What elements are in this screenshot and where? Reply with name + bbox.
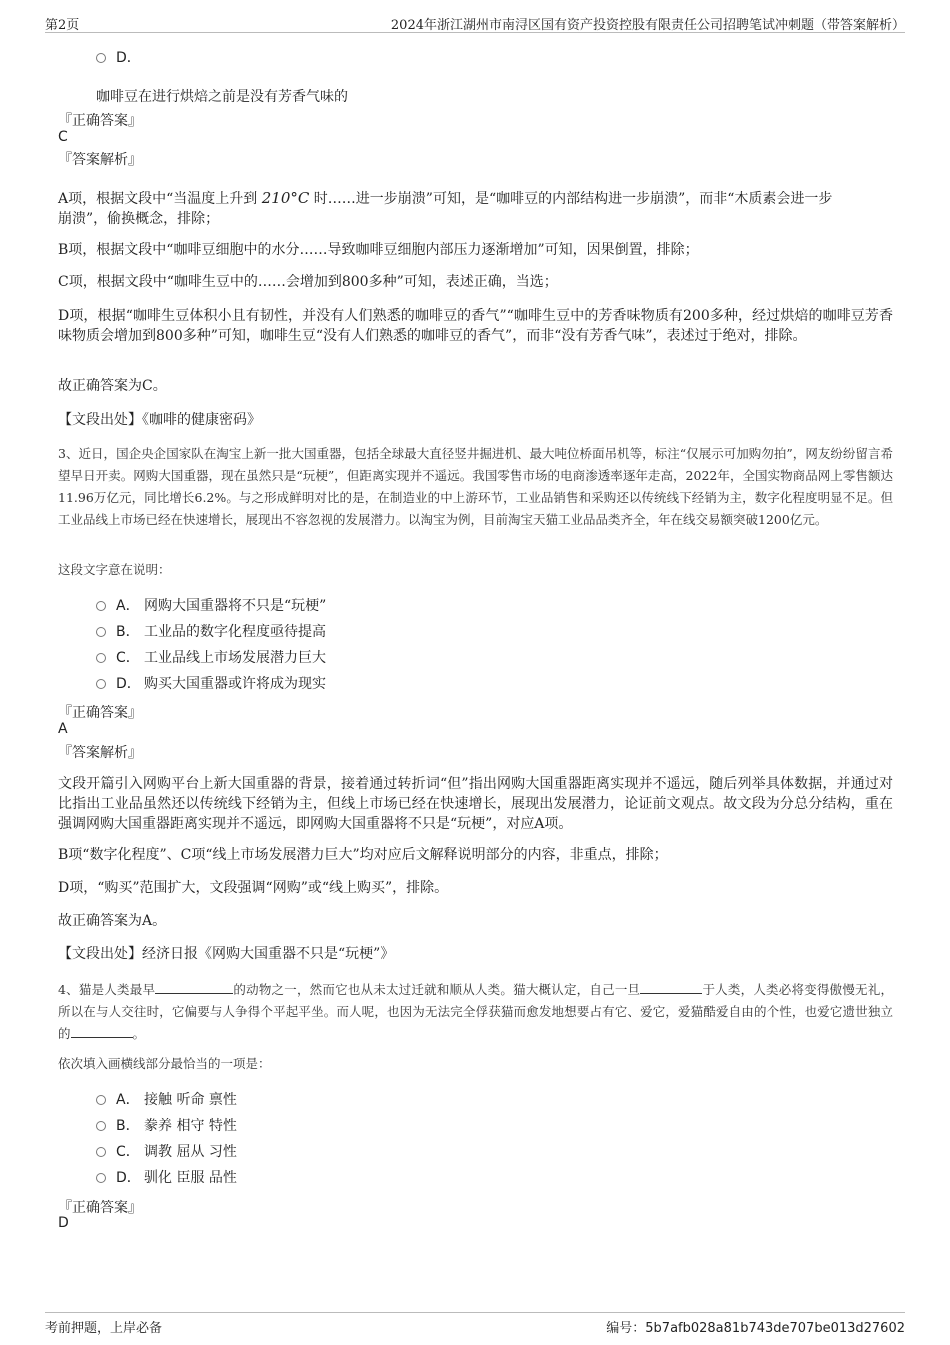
document-title: 2024年浙江湖州市南浔区国有资产投资控股有限责任公司招聘笔试冲刺题（带答案解析） bbox=[390, 18, 905, 33]
q3-analysis-label: 『答案解析』 bbox=[58, 745, 142, 761]
q3-option-a[interactable]: A． 网购大国重器将不只是“玩梗” bbox=[96, 596, 326, 616]
radio-icon[interactable] bbox=[96, 627, 106, 637]
radio-icon[interactable] bbox=[96, 653, 106, 663]
radio-icon[interactable] bbox=[96, 1121, 106, 1131]
q2-analysis-a: A项，根据文段中“当温度上升到 210°C 时……进一步崩溃”可知，是“咖啡豆的内部结构进一步崩溃”，而非“木质素会进一步 崩溃”，偷换概念，排除； bbox=[58, 189, 833, 227]
fill-blank-1 bbox=[155, 981, 233, 994]
q2-analysis-label: 『答案解析』 bbox=[58, 152, 142, 168]
q4-stem: 4、猫是人类最早 的动物之一，然而它也从未太过迁就和顺从人类。猫大概认定，自己一旦 于人类，人类必将变得傲慢无礼，所以在与人交往时，它偏要与人争得个平起平坐。而人呢，也因为无法完全俘获猫而愈发地想要占有它、爱它，爱猫酷爱自由的个性，也爱它遗世独立的 。 bbox=[58, 982, 893, 1041]
q4-option-d[interactable]: D． 驯化 臣服 品性 bbox=[96, 1168, 237, 1188]
q4-correct-answer: D bbox=[58, 1215, 69, 1231]
radio-icon[interactable] bbox=[96, 601, 106, 611]
q2-analysis-c: C项，根据文段中“咖啡生豆中的……会增加到800多种”可知，表述正确，当选； bbox=[58, 274, 558, 290]
radio-icon[interactable] bbox=[96, 1095, 106, 1105]
fill-blank-3 bbox=[71, 1025, 133, 1038]
q4-question: 依次填入画横线部分最恰当的一项是： bbox=[58, 1056, 271, 1071]
page-number: 第2页 bbox=[45, 18, 80, 33]
q3-option-d[interactable]: D． 购买大国重器或许将成为现实 bbox=[96, 674, 326, 694]
page-footer bbox=[45, 1312, 905, 1335]
footer-slogan: 考前押题，上岸必备 bbox=[45, 1321, 163, 1336]
q3-correct-answer: A bbox=[58, 721, 68, 737]
q3-correct-label: 『正确答案』 bbox=[58, 705, 142, 721]
radio-icon[interactable] bbox=[96, 1147, 106, 1157]
q2-source: 【文段出处】《咖啡的健康密码》 bbox=[58, 412, 261, 428]
q4-option-c[interactable]: C． 调教 屈从 习性 bbox=[96, 1142, 237, 1162]
q4-option-a[interactable]: A． 接触 听命 禀性 bbox=[96, 1090, 237, 1110]
q3-analysis-d: D项，“购买”范围扩大，文段强调“网购”或“线上购买”，排除。 bbox=[58, 880, 449, 896]
q2-correct-label: 『正确答案』 bbox=[58, 113, 142, 129]
radio-icon[interactable] bbox=[96, 679, 106, 689]
q2-option-d-text: 咖啡豆在进行烘焙之前是没有芳香气味的 bbox=[96, 89, 348, 105]
q2-analysis-d: D项，根据“咖啡生豆体积小且有韧性，并没有人们熟悉的咖啡豆的香气”“咖啡生豆中的芳香味物质有200多种，经过烘焙的咖啡豆芳香味物质会增加到800多种”可知，咖啡生豆“没有人们熟悉的咖啡豆的香气”，而非“没有芳香气味”，表述过于绝对，排除。 bbox=[58, 308, 893, 344]
q3-analysis-main: 文段开篇引入网购平台上新大国重器的背景，接着通过转折词“但”指出网购大国重器距离实现并不遥远，随后列举具体数据，并通过对比指出工业品虽然还以传统线下经销为主，但线上市场已经在快速增长，展现出发展潜力，论证前文观点。故文段为分总分结构，重在强调网购大国重器距离实现并不遥远，即网购大国重器将不只是“玩梗”，对应A项。 bbox=[58, 776, 893, 832]
q2-conclusion: 故正确答案为C。 bbox=[58, 378, 167, 394]
temperature-formula: 210°C bbox=[261, 189, 310, 207]
q2-option-d[interactable]: D． bbox=[96, 48, 144, 68]
document-id: 编号：5b7afb028a81b743de707be013d27602 bbox=[606, 1321, 905, 1336]
radio-icon[interactable] bbox=[96, 1173, 106, 1183]
q3-conclusion: 故正确答案为A。 bbox=[58, 913, 167, 929]
fill-blank-2 bbox=[640, 981, 702, 994]
q3-option-b[interactable]: B． 工业品的数字化程度亟待提高 bbox=[96, 622, 326, 642]
q3-source: 【文段出处】经济日报《网购大国重器不只是“玩梗”》 bbox=[58, 946, 395, 962]
q4-correct-label: 『正确答案』 bbox=[58, 1200, 142, 1216]
radio-icon[interactable] bbox=[96, 53, 106, 63]
q2-analysis-b: B项，根据文段中“咖啡豆细胞中的水分……导致咖啡豆细胞内部压力逐渐增加”可知，因果倒置，排除； bbox=[58, 242, 699, 258]
q3-question: 这段文字意在说明： bbox=[58, 562, 171, 577]
q3-option-c[interactable]: C． 工业品线上市场发展潜力巨大 bbox=[96, 648, 326, 668]
q4-option-b[interactable]: B． 豢养 相守 特性 bbox=[96, 1116, 237, 1136]
q3-stem: 3、近日，国企央企国家队在淘宝上新一批大国重器，包括全球最大直径竖井掘进机、最大吨位桥面吊机等，标注“仅展示可加购勿拍”，网友纷纷留言希望早日开卖。网购大国重器，现在虽然只是“玩梗”，但距离实现并不遥远。我国零售市场的电商渗透率逐年走高，2022年，全国实物商品网上零售额达11.96万亿元，同比增长6.2%。与之形成鲜明对比的是，在制造业的中上游环节，工业品销售和采购还以传统线下经销为主，数字化程度明显不足。但工业品线上市场已经在快速增长，展现出不容忽视的发展潜力。以淘宝为例，目前淘宝天猫工业品品类齐全，年在线交易额突破1200亿元。 bbox=[58, 446, 893, 527]
q2-correct-answer: C bbox=[58, 129, 68, 145]
page-header bbox=[45, 12, 905, 33]
q3-analysis-bc: B项“数字化程度”、C项“线上市场发展潜力巨大”均对应后文解释说明部分的内容，非重点，排除； bbox=[58, 847, 668, 863]
